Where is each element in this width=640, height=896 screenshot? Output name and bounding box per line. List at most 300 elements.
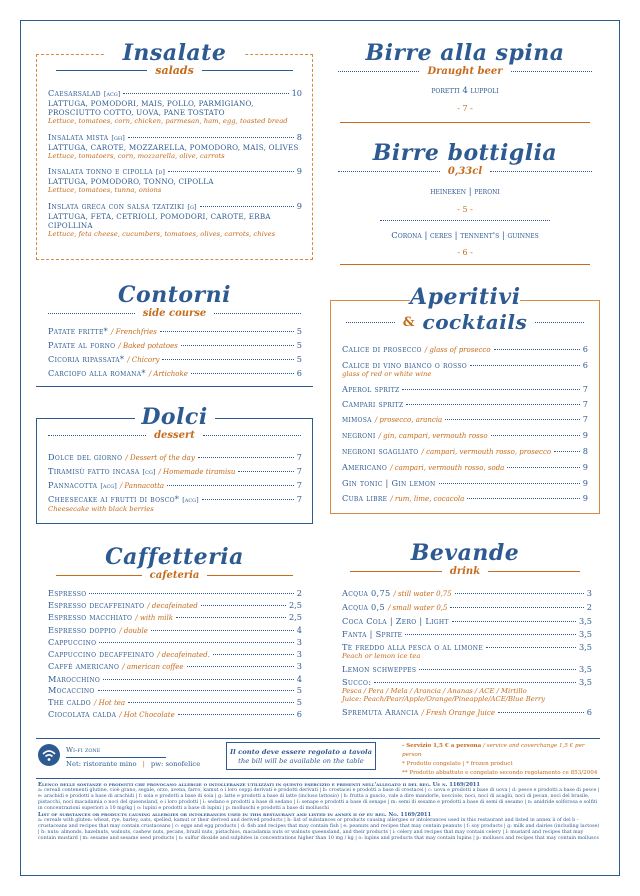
wifi-info: Wi-fi zone Net: ristorante mino | pw: sonofelice	[66, 745, 216, 770]
frozen-note: * Prodotto congelato | * frozen product	[402, 761, 513, 767]
dolci-item-name: Dolce del giorno	[48, 452, 123, 462]
bevande-item-note-2: Juice: Peach/Pear/Apple/Orange/Pineapple/ACE/Blue Berry	[342, 695, 546, 703]
bevande-item-price: 3,5	[578, 616, 592, 626]
caffetteria-list	[48, 588, 302, 722]
bevande-item	[342, 664, 592, 674]
caffetteria-item	[48, 661, 302, 672]
bevande-item-leader	[419, 669, 576, 670]
insalate-item-allergen: [gh]	[111, 133, 125, 142]
contorni-item	[48, 368, 302, 379]
caffetteria-item-leader	[128, 702, 294, 703]
caffetteria-item-row	[48, 649, 302, 660]
contorni-list	[48, 326, 302, 382]
insalate-item-ingredients: LATTUGA, CAROTE, MOZZARELLA, POMODORO, MAIS, OLIVES	[48, 142, 299, 152]
aperitivi-item	[342, 344, 588, 355]
caffetteria-item-english: / Hot Chocolate	[119, 711, 175, 719]
caffetteria-item-price: 4	[296, 673, 302, 684]
contorni-item-row	[48, 354, 302, 365]
caffetteria-item-name: Espresso doppio	[48, 624, 117, 635]
bevande-item-english: / still water 0,75	[393, 590, 452, 598]
aperitivi-item-english: / rum, lime, cocacola	[390, 494, 465, 503]
dolci-item-price: 7	[296, 480, 302, 490]
birre-bottiglia-brands-2: Corona | ceres | tennent's | guinnes	[391, 231, 539, 241]
bevande-item	[342, 616, 592, 626]
dolci-item-price: 7	[296, 452, 302, 462]
bevande-item	[342, 642, 592, 661]
insalate-item-english: Lettuce, tomatoes, corn, chicken, parmesan, ham, egg, toasted bread	[48, 117, 288, 125]
insalate-item	[48, 132, 302, 161]
aperitivi-header	[330, 284, 600, 334]
caffetteria-item-row	[48, 709, 302, 720]
caffetteria-item-leader	[98, 690, 294, 691]
bevande-item-leader	[452, 621, 576, 622]
caffetteria-item-english: / decafeinated	[147, 601, 198, 610]
aperitivi-item-leader	[470, 365, 580, 366]
aperitivi-item-row	[342, 414, 588, 425]
insalate-item-allergen: [g]	[187, 202, 197, 211]
contorni-item-row	[48, 368, 302, 379]
bevande-list	[342, 588, 592, 721]
bevande-item-row	[342, 629, 592, 639]
aperitivi-item-english: / campari, vermouth rosso, soda	[390, 463, 505, 472]
contorni-item-price: 5	[296, 354, 302, 364]
insalate-subtitle: salads	[155, 64, 194, 77]
birre-bottiglia-price-1: - 5 -	[457, 205, 473, 214]
contorni-divider	[36, 386, 313, 387]
contorni-item-leader	[191, 373, 294, 374]
insalate-item-ingredients: LATTUGA, FETA, CETRIOLI, POMODORI, CAROTE, ERBA CIPOLLINA	[48, 211, 271, 230]
bill-notice-it: Il conto deve essere regolato a tavola	[229, 748, 373, 756]
dolci-item-row	[48, 466, 302, 477]
dolci-item	[48, 480, 302, 491]
aperitivi-item-price: 8	[582, 445, 588, 456]
aperitivi-item-row	[342, 430, 588, 441]
caffetteria-item-leader	[176, 617, 286, 618]
aperitivi-item-english: / glass of prosecco	[424, 346, 491, 354]
allergen-text-it: a: cereali contenenti glutine, cioè grano, segale, orzo, avena, farro, kamut o i loro ceppi derivati e prodotti derivati | b: crostacei e prodotti a base di crostacei | c: uova e prodotti a base di uova | d: pesce e prodotti a base di pesce | e: arachidi e prodotti a base di arachidi | f: soia e prodotti a base di soia | g: latte e prodotti a base di latte (incluso lattosio) | h: frutta a guscio, vale a dire mandorle, nocciole, noci, noci di acagiù, noci di pecan, noci del brasile, pistacchi, noci macadamia o noci del queensland, e i loro prodotti | i: sedano e prodotti a base di sedano | l: senape e prodotti a base di senape | m: semi di sesamo e prodotti a base di semi di sesamo | n: anidride solforosa e solfiti in concentrazioni superiori a 10 mg/kg | o: lupini e prodotti a base di lupini | p: molluschi e prodotti a base di molluschi	[38, 788, 600, 811]
insalate-item-english: Lettuce, tomatoes, tunna, onions	[48, 186, 162, 194]
contorni-item-name: Carciofo alla romana*	[48, 368, 146, 378]
insalate-item-english: Lettuce, tomatoers, corn, mozzarella, olive, carrots	[48, 151, 225, 160]
aperitivi-amp: &	[402, 314, 415, 330]
contorni-item-name: Patate al forno	[48, 340, 116, 350]
insalate-item-leader	[123, 93, 288, 94]
caffetteria-item-price: 3	[296, 637, 302, 647]
insalate-item-row	[48, 132, 302, 143]
insalate-header	[36, 40, 313, 77]
insalate-item-row	[48, 201, 302, 212]
caffetteria-item-english: / Hot tea	[94, 698, 126, 707]
caffetteria-item-name: Marocchino	[48, 673, 101, 684]
caffetteria-item-leader	[178, 714, 294, 715]
birre-spina-title: Birre alla spina	[330, 40, 600, 66]
insalate-item-price: 10	[291, 88, 302, 98]
dolci-item-note: Cheesecake with black berries	[48, 505, 154, 513]
aperitivi-item-price: 7	[582, 383, 588, 394]
bevande-item-name: Fanta | Sprite	[342, 629, 403, 639]
caffetteria-item-english: / decafeinated.	[157, 650, 210, 659]
birre-bottiglia-section	[330, 140, 600, 265]
insalate-item	[48, 88, 302, 126]
caffetteria-item-leader	[213, 654, 294, 655]
caffetteria-item	[48, 709, 302, 720]
dolci-item	[48, 466, 302, 477]
aperitivi-item-price: 9	[582, 461, 588, 472]
caffetteria-item-row	[48, 600, 302, 611]
caffetteria-item-price: 3	[296, 661, 302, 671]
aperitivi-item-note: glass of red or white wine	[342, 370, 432, 378]
wifi-network: Net: ristorante mino	[66, 760, 137, 768]
birre-spina-brands: poretti 4 luppoli	[431, 86, 499, 96]
birre-bottiglia-subtitle: 0,33cl	[447, 166, 483, 177]
caffetteria-section	[36, 544, 313, 581]
insalate-item-row	[48, 88, 302, 99]
bevande-item	[342, 707, 592, 718]
caffetteria-item	[48, 697, 302, 708]
insalate-item-name: Insalata tonno e cipolla	[48, 166, 153, 176]
caffetteria-item-row	[48, 674, 302, 684]
aperitivi-title: Aperitivi	[410, 284, 521, 310]
aperitivi-item-name: Cuba libre	[342, 492, 388, 503]
caffetteria-item-row	[48, 625, 302, 636]
insalate-item	[48, 201, 302, 239]
insalate-item-row	[48, 166, 302, 177]
bevande-title: Bevande	[330, 540, 600, 566]
bevande-item-row	[342, 642, 592, 652]
bevande-item	[342, 629, 592, 639]
caffetteria-item	[48, 649, 302, 660]
service-notes	[402, 742, 602, 778]
caffetteria-item-price: 4	[296, 624, 302, 635]
bill-notice	[226, 742, 376, 770]
dolci-item-english: / Pannacotta	[119, 482, 165, 490]
insalate-item-price: 9	[296, 200, 302, 211]
aperitivi-item-price: 9	[582, 492, 588, 503]
bevande-item-row	[342, 707, 592, 718]
birre-bottiglia-price-2: - 6 -	[457, 248, 473, 257]
bevande-section	[330, 540, 600, 577]
contorni-item-price: 5	[296, 326, 302, 336]
aperitivi-item-row	[342, 462, 588, 473]
caffetteria-item-price: 5	[296, 685, 302, 695]
bevande-item-row	[342, 664, 592, 674]
aperitivi-item-name: Calice di prosecco	[342, 344, 422, 354]
caffetteria-item-price: 5	[296, 696, 302, 707]
caffetteria-item	[48, 674, 302, 684]
caffetteria-item	[48, 612, 302, 623]
contorni-item	[48, 326, 302, 337]
insalate-item-price: 8	[296, 131, 302, 142]
caffetteria-item-leader	[187, 666, 294, 667]
bevande-item-leader	[498, 712, 584, 713]
bevande-item-leader	[405, 634, 576, 635]
caffetteria-item-row	[48, 685, 302, 695]
contorni-item-name: Patate fritte*	[48, 326, 109, 336]
bevande-item-row	[342, 616, 592, 626]
contorni-item-price: 6	[296, 368, 302, 378]
dolci-item-english: / Dessert of the day	[125, 454, 195, 462]
aperitivi-item-row	[342, 399, 588, 409]
aperitivi-item-price: 9	[582, 477, 588, 488]
contorni-item-english: / Chicory	[127, 356, 160, 364]
contorni-item-english: / Frenchfries	[111, 328, 157, 336]
insalate-item	[48, 166, 302, 195]
caffetteria-item-english: / american coffee	[122, 663, 184, 671]
insalate-item-ingredients: LATTUGA, POMODORO, TONNO, CIPOLLA	[48, 177, 214, 186]
dolci-item-row	[48, 494, 302, 505]
allergen-text-en: a: cereals with gluten: wheat, rye, barley, oats, spelled, kamut or their derived and derived products | b: list of substances or products causing allergies or intolerances used in this restaurant and listed in annex ii of del b - crustaceans and recipes that may contain crustaceans | c: eggs and egg products | d: fish and recipes that may contain fish | e: peanuts and recipes that may contain peanuts | f: soy products | g: milk and dairies (including lactose) | h: nuts: almonds, hazelnuts, walnuts, cashew nuts, pecans, brazil nuts, pistachios, macadamia nuts or walnuts queensland, and their products | i: celery and recipes that may contain celery | l: mustard and recipes that may contain mustard | m: sesame and sesame seed products | n: sulfur dioxide and sulphites in concentrations higher than 10 mg / kg | o: lupins and products that may contain lupins | p: molluscs and recipes that may contain molluscs	[38, 818, 600, 841]
caffetteria-item-row	[48, 588, 302, 598]
dolci-item-leader	[202, 499, 294, 500]
aperitivi-item	[342, 478, 588, 488]
dolci-item-name: Pannacotta	[48, 480, 98, 490]
dolci-item-leader	[198, 457, 294, 458]
contorni-title: Contorni	[36, 282, 313, 308]
contorni-section	[36, 282, 313, 319]
caffetteria-item-row	[48, 612, 302, 623]
bevande-item-price: 3,5	[578, 676, 592, 687]
aperitivi-item-leader	[402, 389, 579, 390]
caffetteria-subtitle: cafeteria	[149, 570, 200, 581]
caffetteria-item	[48, 685, 302, 695]
bevande-item-row	[342, 588, 592, 599]
dolci-item-row	[48, 480, 302, 491]
bill-notice-en: the bill will be available on the table	[238, 756, 364, 765]
aperitivi-item-name: Gin tonic | Gin lemon	[342, 477, 436, 488]
dolci-item-price: 7	[296, 466, 302, 476]
insalate-item-ingredients: LATTUGA, POMODORI, MAIS, POLLO, PARMIGIANO, PROSCIUTTO COTTO, UOVA, PANE TOSTATO	[48, 99, 254, 117]
bevande-item-name: Acqua 0,5	[342, 602, 385, 612]
aperitivi-item-name: Aperol spritz	[342, 383, 400, 394]
insalate-item-price: 9	[296, 166, 302, 176]
caffetteria-item-name: The caldo	[48, 696, 92, 707]
birre-bottiglia-title: Birre bottiglia	[330, 140, 600, 166]
contorni-item-leader	[160, 331, 294, 332]
dolci-item	[48, 494, 302, 514]
aperitivi-item	[342, 414, 588, 425]
dolci-item-name: Cheesecake ai frutti di bosco*	[48, 494, 180, 504]
birre-bottiglia-brands-1: heineken | peroni	[430, 187, 500, 197]
caffetteria-item-price: 6	[296, 709, 302, 719]
caffetteria-item	[48, 637, 302, 647]
bevande-item-price: 6	[586, 706, 592, 717]
aperitivi-item-price: 7	[582, 398, 588, 409]
caffetteria-item	[48, 625, 302, 636]
aperitivi-item-row	[342, 493, 588, 504]
dolci-item-leader	[238, 471, 293, 472]
contorni-item	[48, 340, 302, 351]
aperitivi-item	[342, 462, 588, 473]
caffetteria-item-leader	[201, 605, 286, 606]
contorni-item	[48, 354, 302, 365]
insalate-item-name: Caesarsalad	[48, 88, 101, 98]
caffetteria-item-name: Caffè americano	[48, 661, 120, 671]
bevande-item-price: 3,5	[578, 642, 592, 652]
dolci-item-price: 7	[296, 494, 302, 504]
insalate-item-allergen: [d]	[155, 168, 165, 176]
bevande-item-leader	[450, 607, 583, 608]
regulation-note: ** Prodotto abbattuto e congelato secondo regolamento ce 853/2004	[402, 770, 598, 776]
bevande-item-leader	[374, 682, 576, 683]
aperitivi-item-row	[342, 384, 588, 394]
service-charge: - Servizio 1,5 € a persona	[402, 743, 482, 749]
aperitivi-item-row	[342, 446, 588, 457]
service-charge-en: / service and coverchange 1,5 € per person	[402, 743, 585, 758]
caffetteria-item	[48, 600, 302, 611]
bevande-item-note: Peach or lemon ice tea	[342, 652, 421, 660]
bevande-item-row	[342, 677, 592, 687]
dolci-header	[36, 404, 313, 441]
caffetteria-item-name: Cappuccino decaffeinato	[48, 648, 155, 659]
aperitivi-item-leader	[494, 349, 580, 350]
aperitivi-item-leader	[491, 435, 580, 436]
bevande-item-row	[342, 602, 592, 613]
aperitivi-item-english: / campari, vermouth rosso, prosecco	[421, 447, 552, 456]
contorni-item-row	[48, 326, 302, 337]
aperitivi-item-row	[342, 344, 588, 355]
wifi-label: Wi-fi zone	[66, 746, 101, 754]
allergen-title-it: Elenco delle sostanze o prodotti che provocano allergie o intolleranze utilizzati in questo esercizio e presenti nell'allegato ii del reg. Ue n. 1169/2011	[38, 782, 481, 788]
insalate-list	[48, 88, 302, 244]
bevande-item	[342, 677, 592, 704]
caffetteria-item-name: Ciocolata calda	[48, 709, 117, 719]
caffetteria-item	[48, 588, 302, 598]
aperitivi-item-price: 6	[582, 344, 588, 354]
aperitivi-item	[342, 399, 588, 409]
bevande-item-name: Acqua 0,75	[342, 588, 391, 598]
bevande-subtitle: drink	[449, 566, 481, 577]
bevande-item-note: Pesca / Pera / Mela / Arancia / Ananas / ACE / Mirtillo	[342, 686, 527, 695]
caffetteria-item-name: Mocaccino	[48, 685, 95, 695]
aperitivi-item	[342, 446, 588, 457]
dolci-item	[48, 452, 302, 463]
contorni-item-english: / Baked potatoes	[118, 342, 178, 350]
caffetteria-item-price: 2,5	[288, 612, 302, 622]
dolci-item-row	[48, 452, 302, 463]
dolci-item-name: Tiramisù fatto incasa	[48, 466, 140, 476]
caffetteria-item-price: 2	[296, 588, 302, 598]
contorni-item-name: Cicoria ripassata*	[48, 354, 125, 364]
birre-spina-price: - 7 -	[457, 104, 473, 113]
aperitivi-item-leader	[406, 404, 579, 405]
aperitivi-title-2: cocktails	[422, 310, 528, 334]
dolci-list	[48, 452, 302, 517]
bevande-item-name: Lemon schweppes	[342, 663, 417, 674]
dolci-item-english: / Homemade tiramisu	[158, 468, 236, 476]
aperitivi-item	[342, 384, 588, 394]
insalate-item-leader	[128, 137, 294, 138]
caffetteria-item-name: Espresso macchiato	[48, 612, 133, 622]
bevande-item-english: / Fresh Orange Juice	[421, 708, 495, 717]
aperitivi-item-english: / gin, campari, vermouth rosso	[378, 431, 488, 440]
insalate-item-leader	[200, 206, 294, 207]
bevande-item-price: 3,5	[578, 663, 592, 674]
caffetteria-item-leader	[89, 593, 293, 594]
caffetteria-item-row	[48, 637, 302, 647]
aperitivi-item-leader	[554, 451, 580, 452]
wifi-password: pw: sonofelice	[150, 760, 201, 768]
dolci-item-allergen: [acg]	[182, 496, 199, 504]
aperitivi-item-name: negroni sgagliato	[342, 445, 419, 456]
aperitivi-item-leader	[507, 467, 579, 468]
bevande-item-name: Spremuta Arancia	[342, 706, 419, 717]
bevande-item	[342, 602, 592, 613]
aperitivi-list	[342, 344, 588, 509]
caffetteria-item-name: Cappuccino	[48, 637, 97, 647]
dolci-item-allergen: [cg]	[142, 468, 156, 476]
bevande-item-name: Tè freddo alla pesca o al limone	[342, 642, 484, 652]
insalate-item-allergen: [acg]	[103, 90, 121, 98]
caffetteria-title: Caffetteria	[36, 544, 313, 570]
caffetteria-item-name: Espresso decaffeinato	[48, 599, 145, 610]
caffetteria-item-english: / with milk	[135, 614, 173, 622]
allergen-list	[38, 782, 600, 842]
caffetteria-item-price: 2,5	[288, 599, 302, 610]
contorni-item-row	[48, 340, 302, 351]
caffetteria-item-leader	[99, 642, 293, 643]
contorni-item-price: 5	[296, 340, 302, 350]
insalate-item-name: Insalata mista	[48, 131, 109, 142]
insalate-item-leader	[168, 171, 294, 172]
caffetteria-item-leader	[103, 679, 294, 680]
aperitivi-item-price: 7	[582, 413, 588, 424]
aperitivi-item	[342, 493, 588, 504]
bevande-item-price: 3	[586, 588, 592, 598]
aperitivi-item-name: mimosa	[342, 413, 372, 424]
bevande-item-name: Coca Cola | Zero | Light	[342, 616, 449, 626]
aperitivi-item	[342, 430, 588, 441]
caffetteria-item-name: Espresso	[48, 588, 87, 598]
bevande-item-price: 2	[586, 602, 592, 612]
birre-spina-section	[330, 40, 600, 123]
dolci-title: Dolci	[135, 404, 215, 430]
footer-divider-top	[36, 738, 600, 739]
bevande-item-price: 3,5	[578, 629, 592, 639]
aperitivi-item-name: Americano	[342, 461, 388, 472]
contorni-subtitle: side course	[142, 308, 207, 319]
bevande-item-name: Succo:	[342, 676, 372, 687]
contorni-item-leader	[181, 345, 294, 346]
bevande-item-leader	[455, 593, 584, 594]
insalate-item-english: Lettuce, feta cheese, cucumbers, tomatoes, olives, carrots, chives	[48, 229, 276, 238]
birre-spina-subtitle: Draught beer	[427, 66, 503, 77]
dolci-item-leader	[167, 485, 294, 486]
footer-divider-bottom	[36, 778, 600, 779]
caffetteria-item-row	[48, 661, 302, 672]
bevande-item	[342, 588, 592, 599]
aperitivi-item-name: negroni	[342, 429, 376, 440]
aperitivi-item-english: / prosecco, arancia	[374, 415, 443, 424]
wifi-icon	[38, 744, 60, 766]
bevande-item-english: / small water 0,5	[387, 604, 448, 612]
allergen-title-en: List of substances or products causing allergies or intolerances used in this restaurant and listed in annex ii of eu reg. No. 1169/2011	[38, 812, 432, 818]
caffetteria-item-leader	[151, 630, 294, 631]
aperitivi-item-leader	[467, 498, 579, 499]
aperitivi-item-row	[342, 360, 588, 370]
aperitivi-item-name: Calice di vino bianco o rosso	[342, 360, 467, 370]
aperitivi-item-leader	[439, 483, 580, 484]
aperitivi-item-price: 9	[582, 429, 588, 440]
insalate-title: Insalate	[105, 40, 245, 66]
aperitivi-item	[342, 360, 588, 379]
insalate-item-name: Inslata greca con salsa tzatziki	[48, 200, 185, 211]
dolci-item-allergen: [acg]	[100, 482, 117, 490]
contorni-item-leader	[162, 359, 293, 360]
dolci-subtitle: dessert	[154, 430, 195, 441]
aperitivi-item-leader	[445, 419, 580, 420]
caffetteria-item-price: 3	[296, 648, 302, 659]
contorni-item-english: / Artichoke	[148, 370, 188, 378]
